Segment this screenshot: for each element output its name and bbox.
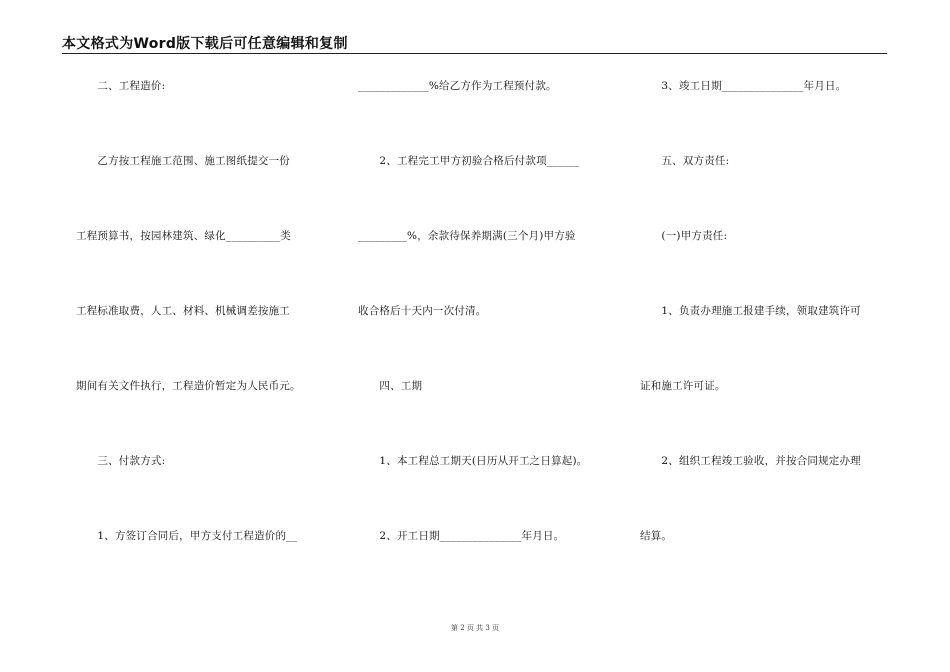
text-line: 2、组织工程竣工验收，并按合同规定办理 [640,455,861,467]
text-line: 五、双方责任: [640,155,730,167]
text-line: _____________%给乙方作为工程预付款。 [358,80,557,92]
document-header-title: 本文格式为Word版下载后可任意编辑和复制 [62,36,348,52]
text-line: 乙方按工程施工范围、施工图纸提交一份 [76,155,290,167]
text-line: 1、本工程总工期天(日历从开工之日算起)。 [358,455,588,467]
text-line: _________%，余款待保养期满(三个月)甲方验 [358,230,576,242]
text-line: 收合格后十天内一次付清。 [358,305,487,317]
text-line: 三、付款方式: [76,455,166,467]
text-line: 四、工期 [358,380,423,392]
text-line: 1、方签订合同后，甲方支付工程造价的__ [76,530,298,542]
text-line: (一)甲方责任: [640,230,728,242]
header-divider [62,53,887,54]
text-line: 证和施工许可证。 [640,380,726,392]
text-line: 3、竣工日期_______________年月日。 [640,80,847,92]
text-line: 2、开工日期_______________年月日。 [358,530,565,542]
text-line: 期间有关文件执行，工程造价暂定为人民币元。 [76,380,301,392]
text-line: 工程标准取费，人工、材料、机械调差按施工 [76,305,290,317]
text-line: 结算。 [640,530,673,542]
text-line: 二、工程造价: [76,80,166,92]
text-line: 2、工程完工甲方初验合格后付款项______ [358,155,580,167]
page-number: 第 2 页 共 3 页 [450,624,500,632]
text-line: 工程预算书，按园林建筑、绿化__________类 [76,230,291,242]
text-line: 1、负责办理施工报建手续，领取建筑许可 [640,305,861,317]
